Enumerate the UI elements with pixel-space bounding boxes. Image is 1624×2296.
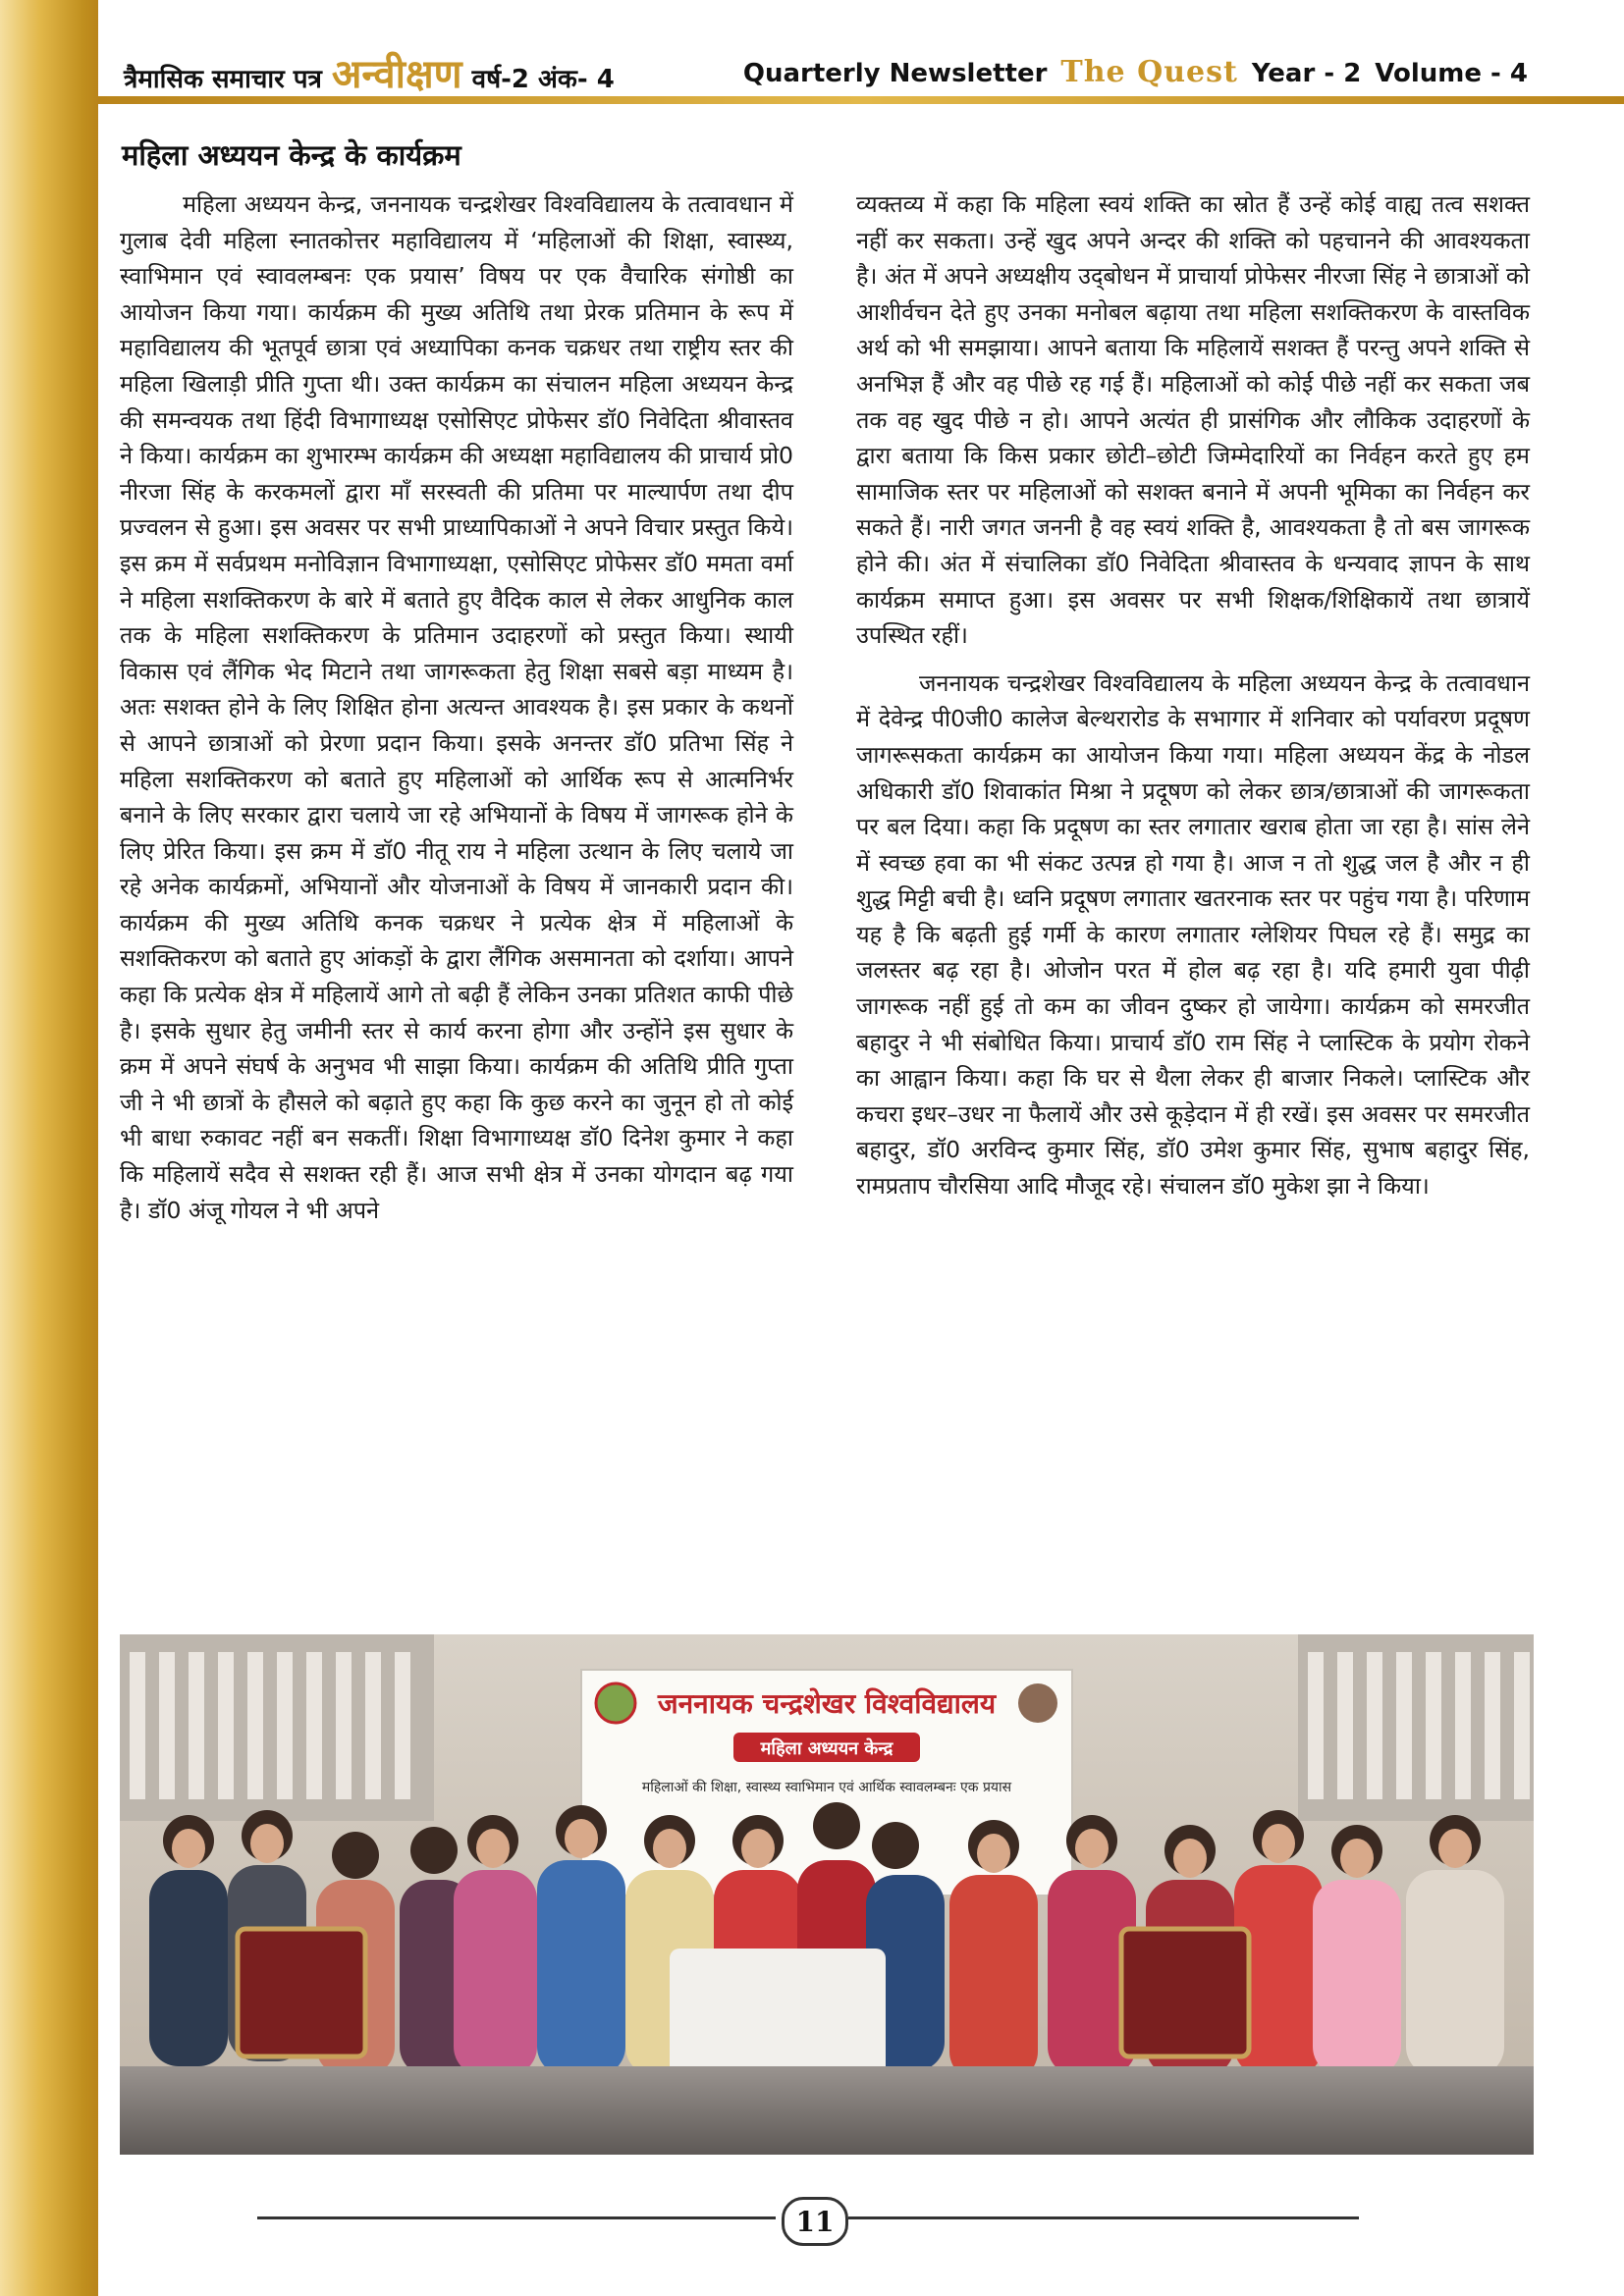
page-number: 11: [782, 2197, 848, 2246]
group-photo-illustration: [120, 1634, 1534, 2155]
covered-item: [670, 1949, 886, 2076]
header-hindi-prefix: त्रैमासिक समाचार पत्र: [124, 64, 322, 94]
article-paragraph: व्यक्तव्य में कहा कि महिला स्वयं शक्ति का स्रोत हैं उन्हें कोई वाह्य तत्व सशक्त नहीं कर सकता। उन्हें खुद अपने अन्दर की शक्ति को पहचानने की आवश्यकता है। अंत में अपने अध्यक्षीय उद्‌बोधन में प्राचार्या प्रोफेसर नीरजा सिंह ने छात्राओं को आशीर्वचन देते हुए उनका मनोबल बढ़ाया तथा महिला सशक्तिकरण के वास्तविक अर्थ को भी समझाया। आपने बताया कि महिलायें सशक्त हैं परन्तु अपने शक्ति से अनभिज्ञ हैं और वह पीछे रह गई हैं। महिलाओं को कोई पीछे नहीं कर सकता जब तक वह खुद पीछे न हो। आपने अत्यंत ही प्रासंगिक और लौकिक उदाहरणों के द्वारा बताया कि किस प्रकार छोटी–छोटी जिम्मेदारियों का निर्वहन करते हुए हम सामाजिक स्तर पर महिलाओं को सशक्त बनाने में अपनी भूमिका का निर्वहन कर सकते हैं। नारी जगत जननी है वह स्वयं शक्ति है, आवश्यकता है तो बस जागरूक होने की। अंत में संचालिका डॉ0 निवेदिता श्रीवास्तव के धन्यवाद ज्ञापन के साथ कार्यक्रम समाप्त हुआ। इस अवसर पर सभी शिक्षक/शिक्षिकायें तथा छात्रायें उपस्थित रहीं।: [856, 190, 1530, 650]
gold-side-strip: [0, 0, 98, 2296]
banner-subtitle: महिला अध्ययन केन्द्र: [760, 1738, 893, 1759]
university-logo: [596, 1683, 635, 1723]
header-rule: [98, 96, 1624, 104]
header-hindi-issue: वर्ष-2 अंक- 4: [471, 64, 615, 94]
article-title: महिला अध्ययन केन्द्र के कार्यक्रम: [122, 138, 461, 172]
table: [120, 2066, 1534, 2155]
banner-title: जननायक चन्द्रशेखर विश्वविद्यालय: [657, 1687, 997, 1720]
header-english-prefix: Quarterly Newsletter: [742, 58, 1048, 88]
article-paragraph: जननायक चन्द्रशेखर विश्वविद्यालय के महिला अध्ययन केन्द्र के तत्वावधान में देवेन्द्र पी0जी0 कालेज बेल्थरारोड के सभागार में शनिवार को पर्यावरण प्रदूषण जागरूसकता कार्यक्रम का आयोजन किया गया। महिला अध्ययन केंद्र के नोडल अधिकारी डॉ0 शिवाकांत मिश्रा ने प्रदूषण को लेकर छात्र/छात्राओं की जागरूकता पर बल दिया। कहा कि प्रदूषण का स्तर लगातार खराब होता जा रहा है। सांस लेने में स्वच्छ हवा का भी संकट उत्पन्न हो गया है। आज न तो शुद्ध जल है और न ही शुद्ध मिट्टी बची है। ध्वनि प्रदूषण लगातार खतरनाक स्तर पर पहुंच गया है। परिणाम यह है कि बढ़ती हुई गर्मी के कारण लगातार ग्लेशियर पिघल रहे हैं। समुद्र का जलस्तर बढ़ रहा है। ओजोन परत में होल बढ़ रहा है। यदि हमारी युवा पीढ़ी जागरूक नहीं हुई तो कम का जीवन दुष्कर हो जायेगा। कार्यक्रम को समरजीत बहादुर ने भी संबोधित किया। प्राचार्य डॉ0 राम सिंह ने प्लास्टिक के प्रयोग रोकने का आह्वान किया। कहा कि घर से थैला लेकर ही बाजार निकले। प्लास्टिक और कचरा इधर–उधर ना फैलायें और उसे कूड़ेदान में ही रखें। इस अवसर पर समरजीत बहादुर, डॉ0 अरविन्द कुमार सिंह, डॉ0 उमेश कुमार सिंह, सुभाष बहादुर सिंह, रामप्रताप चौरसिया आदि मौजूद रहे। संचालन डॉ0 मुकेश झा ने किया।: [856, 668, 1530, 1201]
group-photo: [120, 1634, 1534, 2155]
article-right-column: [856, 187, 1530, 1204]
banner-line: महिलाओं की शिक्षा, स्वास्थ्य स्वाभिमान एवं आर्थिक स्वावलम्बनः एक प्रयास: [641, 1780, 1012, 1795]
header-english-volume: Volume - 4: [1375, 58, 1528, 88]
footer-rule-right: [848, 2216, 1359, 2219]
article-left-column: [120, 187, 793, 1228]
article-paragraph: महिला अध्ययन केन्द्र, जननायक चन्द्रशेखर विश्वविद्यालय के तत्वावधान में गुलाब देवी महिला स्नातकोत्तर महाविद्यालय में ‘महिलाओं की शिक्षा, स्वास्थ्य, स्वाभिमान एवं स्वावलम्बनः एक प्रयास’ विषय पर एक वैचारिक संगोष्ठी का आयोजन किया गया। कार्यक्रम की मुख्य अतिथि तथा प्रेरक प्रतिमान के रूप में महाविद्यालय की भूतपूर्व छात्रा एवं अध्यापिका कनक चक्रधर तथा राष्ट्रीय स्तर की महिला खिलाड़ी प्रीति गुप्ता थी। उक्त कार्यक्रम का संचालन महिला अध्ययन केन्द्र की समन्वयक तथा हिंदी विभागाध्यक्ष एसोसिएट प्रोफेसर डॉ0 निवेदिता श्रीवास्तव ने किया। कार्यक्रम का शुभारम्भ कार्यक्रम की अध्यक्षा महाविद्यालय की प्राचार्य प्रो0 नीरजा सिंह के करकमलों द्वारा माँ सरस्वती की प्रतिमा पर माल्यार्पण तथा दीप प्रज्वलन से हुआ। इस अवसर पर सभी प्राध्यापिकाओं ने अपने विचार प्रस्तुत किये। इस क्रम में सर्वप्रथम मनोविज्ञान विभागाध्यक्षा, एसोसिएट प्रोफेसर डॉ0 ममता वर्मा ने महिला सशक्तिकरण के बारे में बताते हुए वैदिक काल से लेकर आधुनिक काल तक के महिला सशक्तिकरण के प्रतिमान उदाहरणों को प्रस्तुत किया। स्थायी विकास एवं लैंगिक भेद मिटाने तथा जागरूकता हेतु शिक्षा सबसे बड़ा माध्यम है। अतः सशक्त होने के लिए शिक्षित होना अत्यन्त आवश्यक है। इस प्रकार के कथनों से आपने छात्राओं को प्रेरणा प्रदान किया। इसके अनन्तर डॉ0 प्रतिभा सिंह ने महिला सशक्तिकरण को बताते हुए महिलाओं को आर्थिक रूप से आत्मनिर्भर बनाने के लिए सरकार द्वारा चलाये जा रहे अभियानों के विषय में जागरूक होने के लिए प्रेरित किया। इस क्रम में डॉ0 नीतू राय ने महिला उत्थान के लिए चलाये जा रहे अनेक कार्यक्रमों, अभियानों और योजनाओं के विषय में जानकारी प्रदान की। कार्यक्रम की मुख्य अतिथि कनक चक्रधर ने प्रत्येक क्षेत्र में महिलाओं के सशक्तिकरण को बताते हुए आंकड़ों के द्वारा लैंगिक असमानता को दर्शाया। आपने कहा कि प्रत्येक क्षेत्र में महिलायें आगे तो बढ़ी हैं लेकिन उनका प्रतिशत काफी पीछे है। इसके सुधार हेतु जमीनी स्तर से कार्य करना होगा और उन्होंने इस सुधार के क्रम में अपने संघर्ष के अनुभव भी साझा किया। कार्यक्रम की अतिथि प्रीति गुप्ता जी ने भी छात्रों के हौसले को बढ़ाते हुए कहा कि कुछ करने का जुनून हो तो कोई भी बाधा रुकावट नहीं बन सकतीं। शिक्षा विभागाध्यक्ष डॉ0 दिनेश कुमार ने कहा कि महिलायें सदैव से सशक्त रही हैं। आज सभी क्षेत्र में उनका योगदान बढ़ गया है। डॉ0 अंजू गोयल ने भी अपने: [120, 190, 793, 1224]
header-hindi-brand: अन्वीक्षण: [331, 50, 462, 97]
header-english-brand: The Quest: [1060, 54, 1238, 89]
header-english: [743, 55, 1624, 89]
footer-rule-left: [257, 2216, 776, 2219]
page-header: [98, 49, 1624, 97]
header-english-year: Year - 2: [1251, 58, 1362, 88]
portrait-image: [1018, 1683, 1057, 1723]
header-hindi: [98, 45, 615, 99]
